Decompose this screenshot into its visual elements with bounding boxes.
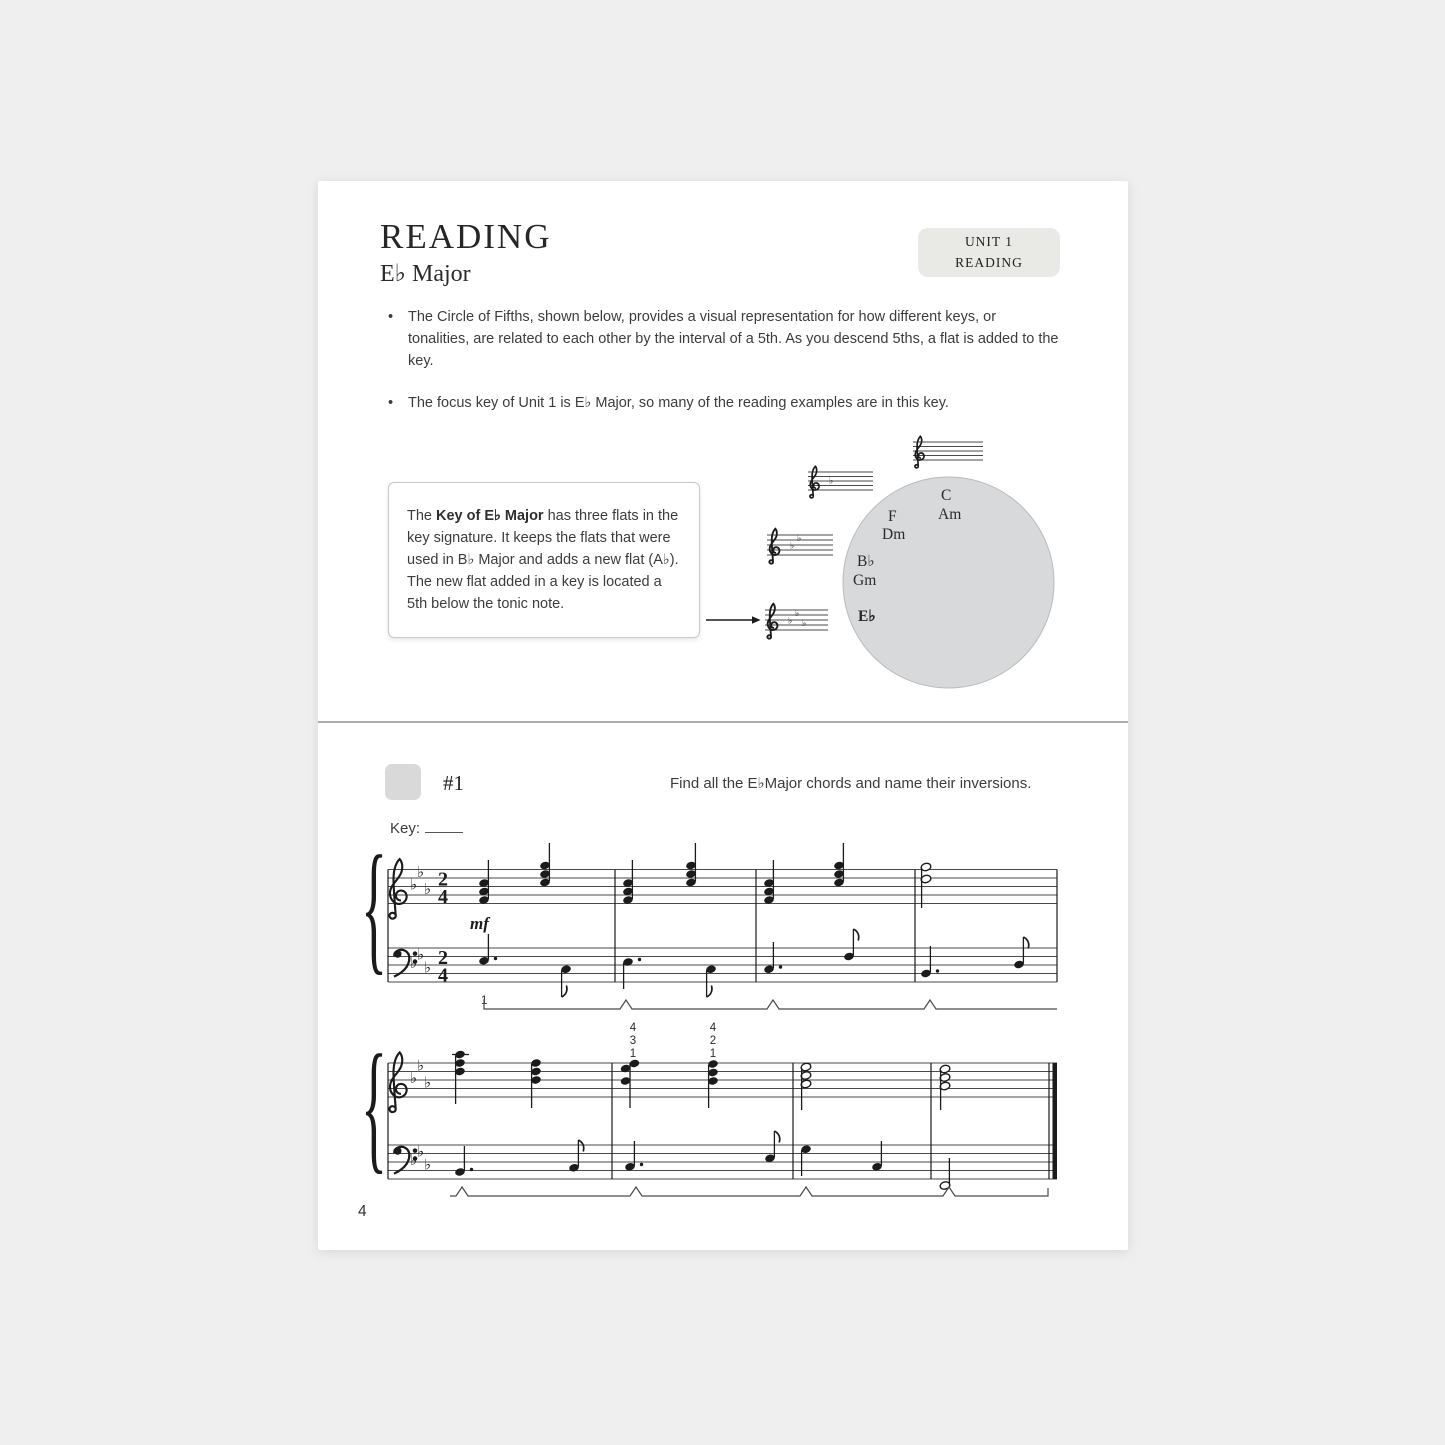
flat-sign: ♭ xyxy=(417,1057,425,1075)
exercise-number: #1 xyxy=(443,771,464,795)
circle-key-bb: B♭ xyxy=(857,553,875,570)
fingering-number: 2 xyxy=(709,1035,717,1047)
flat-sign: ♭ xyxy=(417,1143,425,1161)
final-barline xyxy=(1053,1063,1058,1179)
circle-key-dm: Dm xyxy=(882,526,906,543)
treble-clef-icon xyxy=(915,436,924,467)
unit-badge-line2: READING xyxy=(955,254,1023,270)
sheet-music xyxy=(354,836,1098,1221)
dynamic-marking: mf xyxy=(470,914,489,933)
treble-clef-icon xyxy=(769,529,779,564)
page-subtitle: E♭ Major xyxy=(380,261,471,287)
flat-sign: ♭ xyxy=(417,864,425,881)
fingering-number: 4 xyxy=(709,1022,717,1034)
flat-sign: ♭ xyxy=(410,876,418,894)
grand-staff-brace: { xyxy=(361,1024,387,1187)
arrow-icon xyxy=(706,616,761,624)
fingering-number: 1 xyxy=(481,995,488,1007)
flat-sign: ♭ xyxy=(410,955,418,972)
circle-key-c: C xyxy=(941,487,952,504)
bullet-text: The focus key of Unit 1 is E♭ Major, so many of the reading examples are in this key. xyxy=(408,395,949,412)
circle-key-am: Am xyxy=(938,506,962,523)
bass-notes xyxy=(454,1131,950,1190)
flat-sign: ♭ xyxy=(424,959,432,977)
treble-clef-icon xyxy=(810,466,819,497)
grand-staff-brace: { xyxy=(361,836,387,988)
treble-clef-icon xyxy=(389,859,406,919)
info-bold: Key of E♭ Major xyxy=(436,508,544,524)
key-answer-line xyxy=(390,819,463,837)
bullet-item xyxy=(388,393,1060,415)
fingering-number: 1 xyxy=(709,1048,717,1060)
flat-sign: ♭ xyxy=(417,946,425,964)
flat-sign: ♭ xyxy=(790,540,795,551)
exercise-instruction: Find all the E♭Major chords and name their inversions. xyxy=(670,775,1032,792)
flat-sign: ♭ xyxy=(788,615,793,626)
treble-chords xyxy=(478,843,931,908)
time-signature-top: 2 xyxy=(438,947,448,969)
book-page xyxy=(318,181,1128,1250)
flat-sign: ♭ xyxy=(795,608,800,618)
info-rest: has three flats in the key signature. It keeps the flats that were used in B♭ Major and adds a new flat (A♭). The new flat added in a key is located a 5th below the tonic note. xyxy=(407,508,679,613)
exercise-color-square xyxy=(385,764,421,800)
phrase-bracket xyxy=(450,1187,1048,1196)
circle-key-gm: Gm xyxy=(853,572,877,589)
fingering-stacks xyxy=(630,1022,717,1060)
fingering-number: 4 xyxy=(629,1022,637,1034)
key-answer-blank[interactable] xyxy=(425,819,463,833)
music-system-1 xyxy=(361,836,1057,1009)
page-number: 4 xyxy=(358,1203,367,1220)
bullet-text: The Circle of Fifths, shown below, provides a visual representation for how different keys, or tonalities, are related to each other by the interval of a 5th. As you descend 5ths, a flat is added to the key. xyxy=(408,309,1059,369)
unit-badge xyxy=(918,228,1060,277)
flat-sign: ♭ xyxy=(829,475,834,486)
treble-clef-icon xyxy=(767,604,777,639)
key-label: Key: xyxy=(390,820,421,837)
time-signature-bottom: 4 xyxy=(438,886,448,908)
circle-key-f: F xyxy=(888,508,897,525)
intro-bullets xyxy=(388,307,1060,436)
circle-of-fifths-graphic xyxy=(700,420,1076,690)
section-divider xyxy=(318,721,1128,723)
flat-sign: ♭ xyxy=(424,1156,432,1174)
bullet-item xyxy=(388,307,1060,372)
bullet-marker: • xyxy=(388,309,394,325)
flat-sign: ♭ xyxy=(410,1070,418,1087)
info-lead: The xyxy=(407,508,437,524)
treble-clef-icon xyxy=(389,1052,406,1112)
time-signature-top: 2 xyxy=(438,868,448,891)
flat-sign: ♭ xyxy=(424,881,432,898)
flat-sign: ♭ xyxy=(797,533,802,543)
page-title: READING xyxy=(380,217,552,256)
key-info-box xyxy=(388,482,700,638)
unit-badge-line1: UNIT 1 xyxy=(964,233,1014,249)
fingering-number: 1 xyxy=(629,1048,637,1060)
mini-staff-f xyxy=(808,472,873,490)
time-signature-bottom: 4 xyxy=(438,964,448,987)
fingering-number: 3 xyxy=(629,1035,637,1047)
flat-sign: ♭ xyxy=(410,1152,418,1169)
flat-sign: ♭ xyxy=(424,1074,432,1092)
circle-key-eb: E♭ xyxy=(858,608,876,625)
bullet-marker: • xyxy=(388,395,394,412)
phrase-bracket xyxy=(484,999,1057,1009)
flat-sign: ♭ xyxy=(802,618,807,628)
bass-notes xyxy=(478,929,1028,997)
